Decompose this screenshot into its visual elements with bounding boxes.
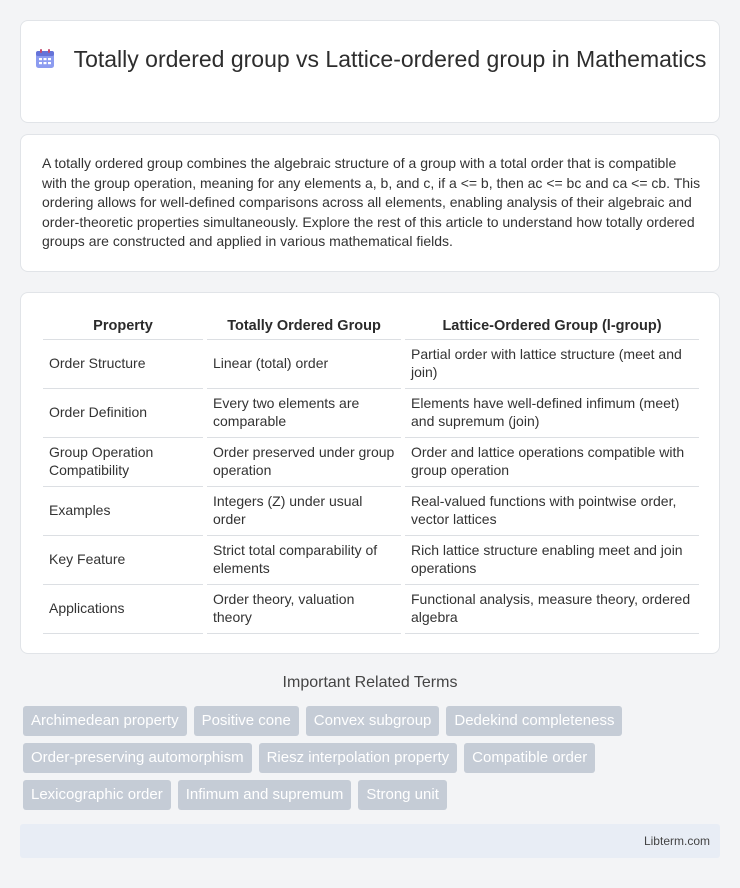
table-row [43, 339, 699, 388]
table-cell: Key Feature [43, 535, 205, 584]
header-property: Property [43, 315, 205, 339]
header-lattice-ordered: Lattice-Ordered Group (l-group) [403, 315, 699, 339]
table-cell: Real-valued functions with pointwise order, vector lattices [403, 486, 699, 535]
table-cell: Rich lattice structure enabling meet and join operations [403, 535, 699, 584]
tag-archimedean-property[interactable]: Archimedean property [23, 706, 187, 736]
tag-row [23, 743, 723, 773]
table-cell: Order preserved under group operation [205, 437, 403, 486]
table-row [43, 584, 699, 633]
header-totally-ordered: Totally Ordered Group [205, 315, 403, 339]
calendar-icon [34, 48, 56, 70]
tag-compatible-order[interactable]: Compatible order [464, 743, 595, 773]
title-card [20, 20, 720, 123]
tag-row [23, 706, 723, 736]
table-cell: Functional analysis, measure theory, ordered algebra [403, 584, 699, 633]
tag-riesz-interpolation-property[interactable]: Riesz interpolation property [259, 743, 458, 773]
tag-dedekind-completeness[interactable]: Dedekind completeness [446, 706, 622, 736]
tag-strong-unit[interactable]: Strong unit [358, 780, 447, 810]
tag-convex-subgroup[interactable]: Convex subgroup [306, 706, 440, 736]
comparison-card [20, 292, 720, 654]
tag-positive-cone[interactable]: Positive cone [194, 706, 299, 736]
table-row [43, 486, 699, 535]
intro-card [20, 134, 720, 272]
table-row [43, 535, 699, 584]
table-cell: Order Structure [43, 339, 205, 388]
table-cell: Partial order with lattice structure (meet and join) [403, 339, 699, 388]
table-cell: Elements have well-defined infimum (meet) and supremum (join) [403, 388, 699, 437]
page-title: Totally ordered group vs Lattice-ordered group in Mathematics [73, 46, 707, 72]
table-header-row [43, 315, 699, 339]
table-cell: Linear (total) order [205, 339, 403, 388]
tag-row [23, 780, 723, 810]
table-cell: Order and lattice operations compatible with group operation [403, 437, 699, 486]
table-row [43, 388, 699, 437]
table-cell: Group Operation Compatibility [43, 437, 205, 486]
table-cell: Order theory, valuation theory [205, 584, 403, 633]
table-cell: Examples [43, 486, 205, 535]
table-cell: Applications [43, 584, 205, 633]
table-cell: Integers (Z) under usual order [205, 486, 403, 535]
tag-infimum-and-supremum[interactable]: Infimum and supremum [178, 780, 352, 810]
table-cell: Strict total comparability of elements [205, 535, 403, 584]
related-terms-title: Important Related Terms [282, 674, 458, 691]
intro-paragraph: A totally ordered group combines the algebraic structure of a group with a total order that is compatible with the group operation, meaning for any elements a, b, and c, if a <= b, then ac <= bc and ca <= cb. This ordering allows for well-defined comparisons across all elements, enabling analysis of their algebraic and order-theoretic properties simultaneously. Explore the rest of this article to understand how totally ordered groups are constructed and applied in various mathematical fields. [42, 155, 701, 250]
footer [20, 824, 720, 858]
comparison-table [43, 315, 699, 634]
related-terms-list [23, 706, 723, 817]
tag-order-preserving-automorphism[interactable]: Order-preserving automorphism [23, 743, 252, 773]
table-cell: Order Definition [43, 388, 205, 437]
page-title-wrap [21, 45, 719, 74]
table-row [43, 437, 699, 486]
footer-site-link[interactable]: Libterm.com [643, 834, 710, 848]
table-cell: Every two elements are comparable [205, 388, 403, 437]
tag-lexicographic-order[interactable]: Lexicographic order [23, 780, 171, 810]
